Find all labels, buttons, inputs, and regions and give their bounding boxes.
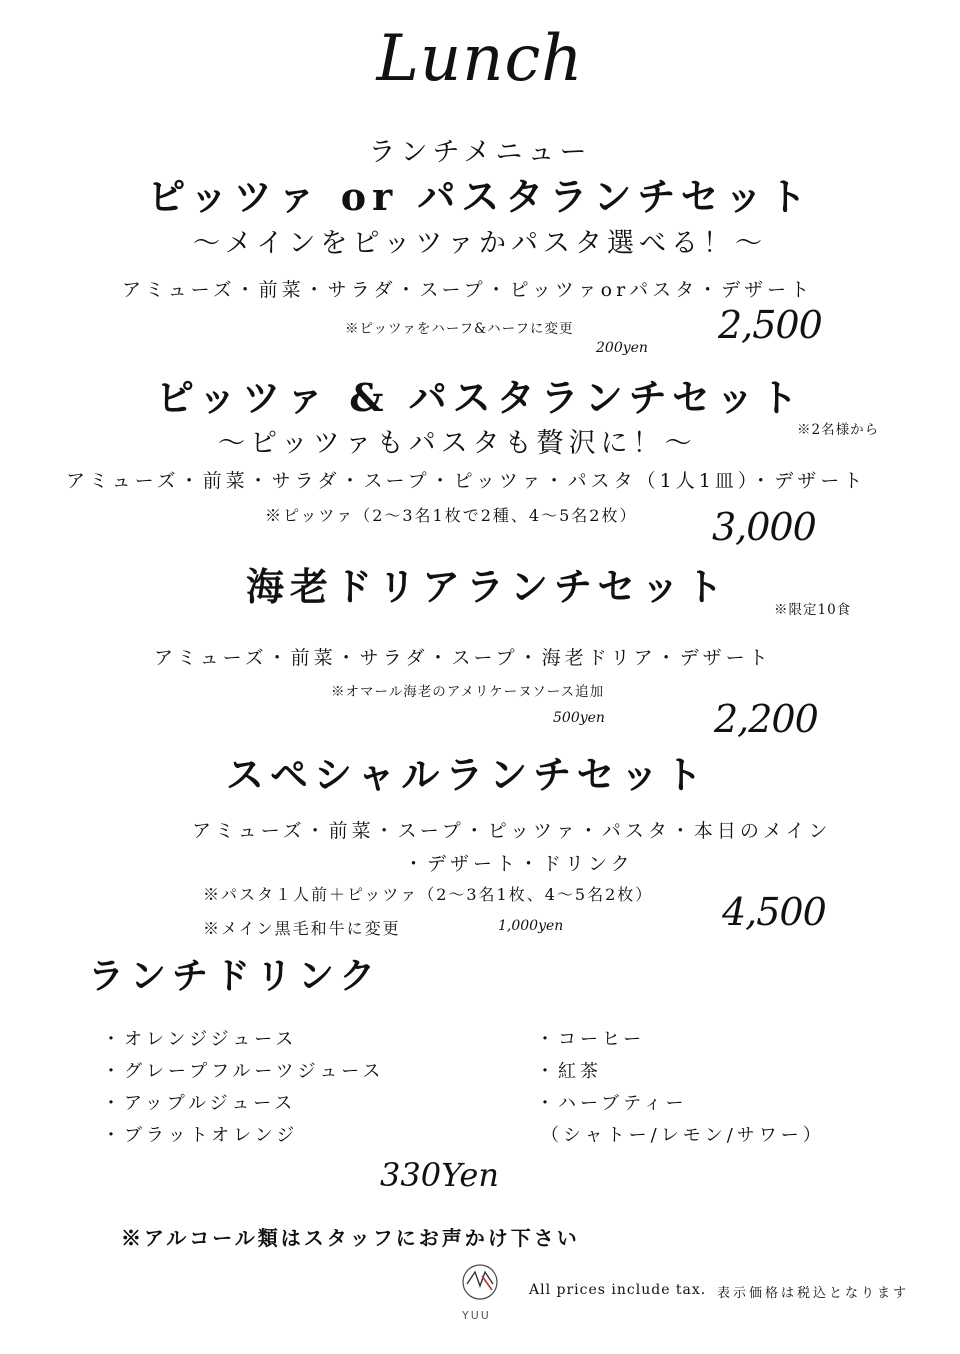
tax-note-en: All prices include tax. xyxy=(529,1282,707,1298)
set-3-note: ※オマール海老のアメリケーヌソース追加 xyxy=(331,684,605,700)
drink-item: ・ブラットオレンジ xyxy=(102,1125,299,1146)
drink-item: ・アップルジュース xyxy=(102,1093,297,1114)
set-1-tagline: ～メインをピッツァかパスタ選べる！～ xyxy=(192,228,768,259)
brand-name: YUU xyxy=(462,1309,491,1322)
set-2-note: ※ピッツァ（2～3名1枚で2種、4～5名2枚） xyxy=(265,506,638,525)
drink-item: （シャトー/レモン/サワー） xyxy=(541,1125,825,1146)
set-3-extra-price: 500yen xyxy=(553,710,605,726)
drinks-price: 330Yen xyxy=(380,1156,499,1194)
set-3-name: 海老ドリアランチセット xyxy=(246,564,730,609)
drink-item: ・コーヒー xyxy=(536,1029,646,1050)
set-2-tagline: ～ピッツァもパスタも贅沢に！～ xyxy=(218,428,697,459)
drink-item: ・グレープフルーツジュース xyxy=(102,1061,385,1082)
brand-logo-icon xyxy=(455,1262,505,1306)
set-4-course: アミューズ・前菜・スープ・ピッツァ・パスタ・本日のメイン xyxy=(192,820,832,842)
brand-logo xyxy=(455,1262,505,1310)
menu-subtitle: ランチメニュー xyxy=(368,137,592,168)
set-2-badge: ※2名様から xyxy=(797,422,880,438)
drink-item: ・紅茶 xyxy=(536,1061,602,1082)
set-1-price: 2,500 xyxy=(718,303,822,347)
menu-title: Lunch xyxy=(376,22,584,96)
set-2-name: ピッツァ & パスタランチセット xyxy=(155,375,805,420)
set-1-note: ※ピッツァをハーフ&ハーフに変更 xyxy=(345,321,574,337)
set-3-course: アミューズ・前菜・サラダ・スープ・海老ドリア・デザート xyxy=(154,647,772,669)
set-1-name: ピッツァ or パスタランチセット xyxy=(147,174,813,219)
alcohol-note: ※アルコール類はスタッフにお声かけ下さい xyxy=(121,1226,580,1250)
set-1-course: アミューズ・前菜・サラダ・スープ・ピッツァorパスタ・デザート xyxy=(122,279,814,301)
set-2-price: 3,000 xyxy=(712,505,816,549)
set-4-name: スペシャルランチセット xyxy=(226,752,709,797)
set-4-price: 4,500 xyxy=(722,890,826,934)
drink-item: ・オレンジジュース xyxy=(102,1029,298,1050)
tax-note-jp: 表示価格は税込となります xyxy=(717,1286,910,1301)
drinks-heading: ランチドリンク xyxy=(88,955,382,997)
set-1-extra-price: 200yen xyxy=(596,340,648,356)
set-4-note-1: ※パスタ１人前＋ピッツァ（2～3名1枚、4～5名2枚） xyxy=(203,885,654,904)
set-3-price: 2,200 xyxy=(714,697,818,741)
set-2-course: アミューズ・前菜・サラダ・スープ・ピッツァ・パスタ（1人1皿）・デザート xyxy=(66,470,867,492)
drink-item: ・ハーブティー xyxy=(536,1093,688,1114)
set-4-extra-price: 1,000yen xyxy=(498,918,564,934)
set-4-note-2: ※メイン黒毛和牛に変更 xyxy=(203,919,401,938)
set-4-course-cont: ・デザート・ドリンク xyxy=(404,853,634,875)
set-3-badge: ※限定10食 xyxy=(774,602,852,618)
